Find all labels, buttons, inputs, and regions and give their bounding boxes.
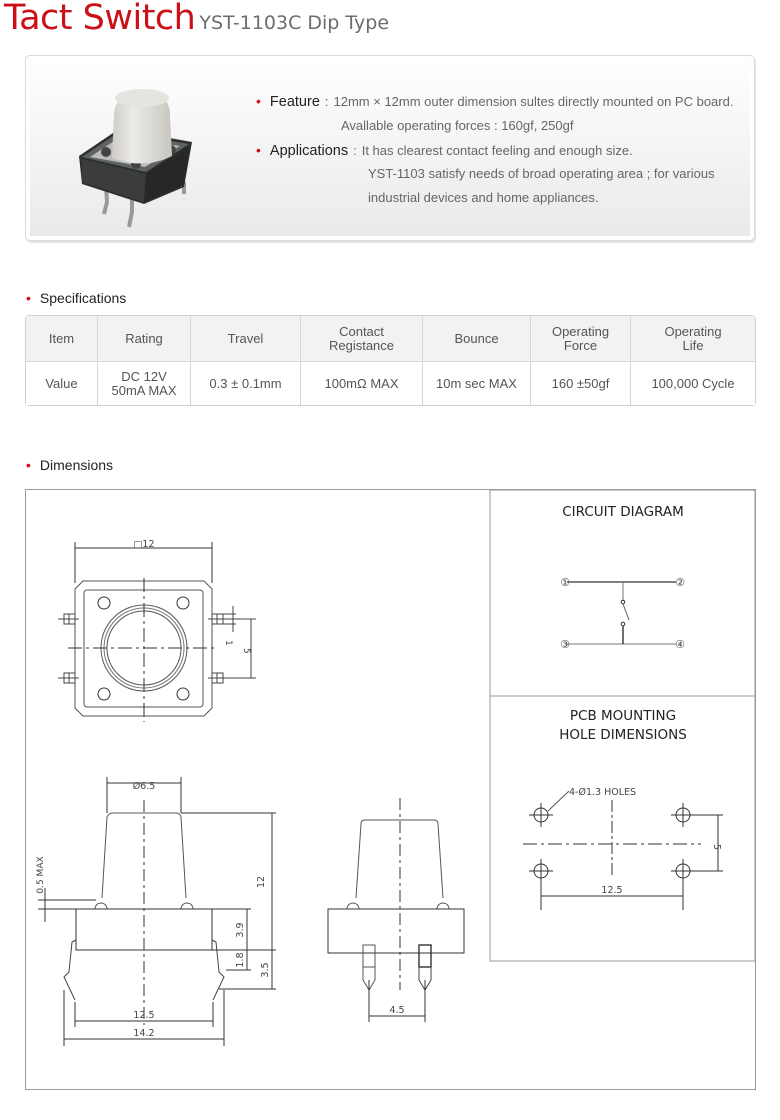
feature-text-2: Avallable operating forces : 160gf, 250gf [341,118,574,133]
feature-row: • Feature : 12mm × 12mm outer dimension sultes directly mounted on PC board. [256,93,734,110]
specifications-table [25,315,756,406]
title-model: YST-1103C Dip Type [199,12,390,34]
applications-row: • Applications : It has clearest contact feeling and enough size. [256,142,633,159]
header-cell: Item [26,316,98,362]
page-title [4,0,389,38]
side-view [328,798,464,1022]
bullet-icon: • [256,93,261,109]
bullet-icon: • [256,142,261,158]
top-pitch-label: 5 [241,648,251,654]
header-cell: Rating [98,316,191,362]
top-view [58,539,256,722]
applications-text-3: industrial devices and home appliances. [368,190,599,205]
value-cell: 100mΩ MAX [301,362,423,405]
header-cell: Operating Life [631,316,755,362]
tact-switch-photo [74,84,214,234]
value-cell: 100,000 Cycle [631,362,755,405]
value-cell: 160 ±50gf [531,362,631,405]
specifications-heading [26,290,126,306]
table-row [26,362,755,405]
pcb-span-label: 12.5 [601,885,623,896]
terminal-1: ① [560,576,570,589]
applications-text-2: YST-1103 satisfy needs of broad operating area ; for various [368,166,715,181]
height-label: 12 [256,875,267,889]
value-cell: DC 12V 50mA MAX [98,362,191,405]
header-cell: Bounce [423,316,531,362]
pcb-panel [523,708,723,910]
pcb-title-line2: HOLE DIMENSIONS [559,727,687,743]
header-cell: Travel [191,316,301,362]
product-overview [25,55,755,241]
front-view [36,777,276,1046]
circuit-title: CIRCUIT DIAGRAM [562,504,684,520]
dimension-drawing [25,489,756,1090]
side-pitch-label: 4.5 [389,1005,405,1016]
pcb-pitch-label: 5 [711,844,722,851]
value-cell: Value [26,362,98,405]
body-height-label: 3.9 [235,922,246,938]
gap-label: 0.5 MAX [36,856,46,894]
value-cell: 0.3 ± 0.1mm [191,362,301,405]
header-cell: Operating Force [531,316,631,362]
feature-text-1: 12mm × 12mm outer dimension sultes directly mounted on PC board. [333,94,734,109]
top-pin-label: 1 [223,640,233,646]
title-main: Tact Switch [4,0,196,38]
inner-width-label: 12.5 [133,1010,155,1021]
dimensions-heading-text: Dimensions [39,457,114,473]
value-cell: 10m sec MAX [423,362,531,405]
applications-text-1: It has clearest contact feeling and enough size. [361,143,633,158]
specifications-heading-text: Specifications [39,290,127,306]
table-header-row [26,316,755,362]
terminal-2: ② [675,576,685,589]
terminal-3: ③ [560,638,570,651]
outer-width-label: 14.2 [133,1028,155,1039]
bullet-icon: • [26,290,31,306]
pcb-title-line1: PCB MOUNTING [569,708,677,724]
holes-label: 4-Ø1.3 HOLES [569,787,637,798]
terminal-4: ④ [675,638,685,651]
dimensions-heading [26,457,113,473]
cap-diameter-label: Ø6.5 [132,781,156,792]
bullet-icon: • [26,457,31,473]
feature-label: Feature [269,94,320,110]
lead2-label: 3.5 [260,962,271,978]
header-cell: Contact Registance [301,316,423,362]
lead1-label: 1.8 [235,952,246,968]
applications-label: Applications [269,143,349,159]
top-width-label: □12 [133,539,155,550]
